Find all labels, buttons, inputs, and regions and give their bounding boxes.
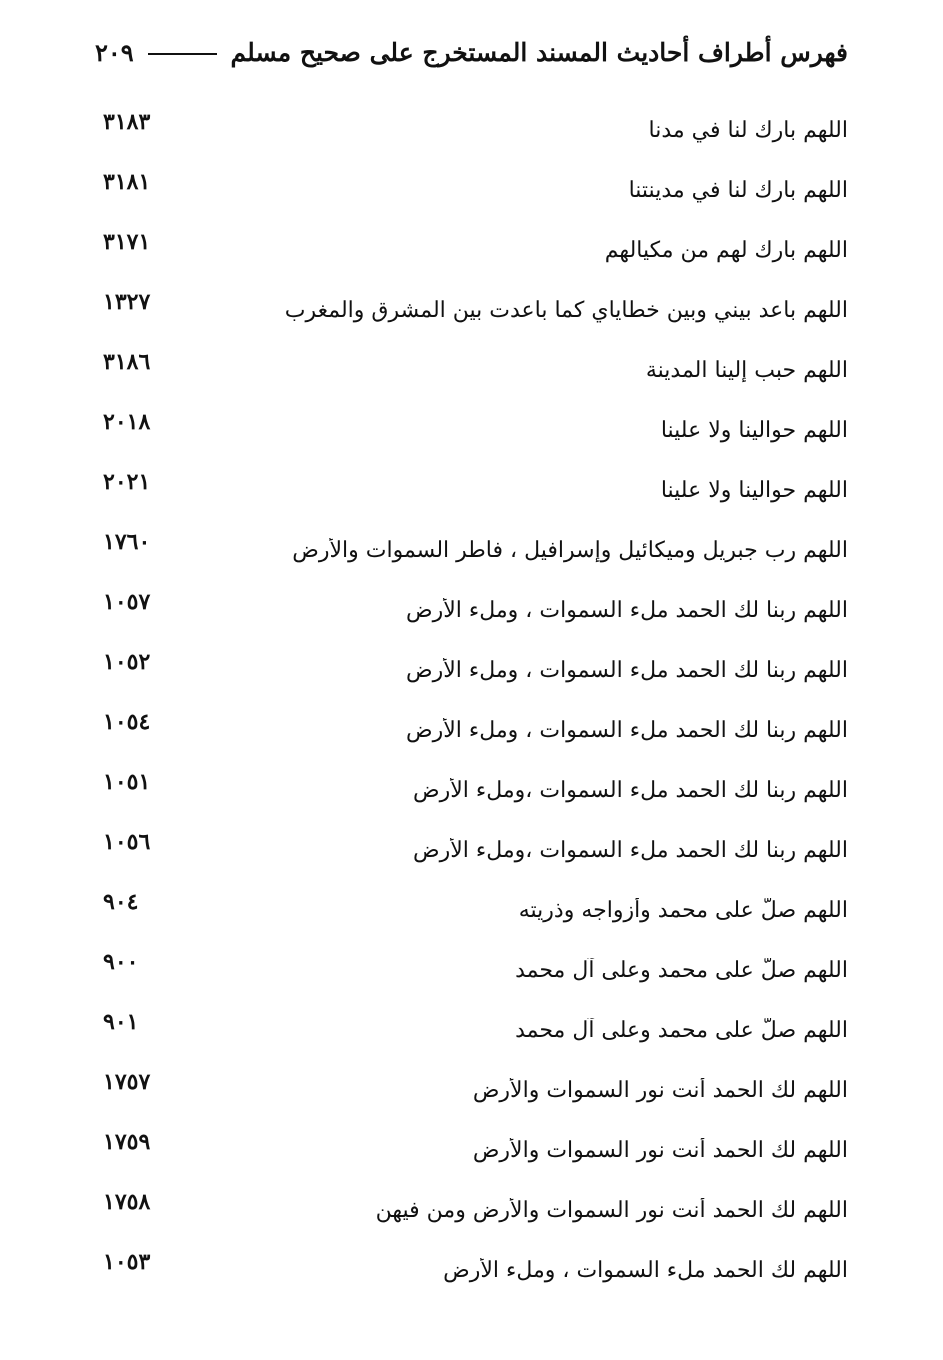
page-number: ٢٠٩ <box>95 37 134 67</box>
hadith-number: ١٠٥٦ <box>103 829 151 855</box>
hadith-opening: اللهم صلّ على محمد وأزواجه وذريته <box>518 897 848 923</box>
index-entry <box>95 458 848 518</box>
hadith-opening: اللهم ربنا لك الحمد ملء السموات ، وملء الأرض <box>406 597 848 623</box>
hadith-number: ٣١٨٣ <box>103 109 151 135</box>
index-entry <box>95 1118 848 1178</box>
hadith-number: ١٠٥٧ <box>103 589 151 615</box>
hadith-opening: اللهم حوالينا ولا علينا <box>660 477 848 503</box>
hadith-opening: اللهم لك الحمد أنت نور السموات والأرض ومن فيهن <box>375 1197 848 1223</box>
index-entry <box>95 638 848 698</box>
running-title: فهرس أطراف أحاديث المسند المستخرج على صحيح مسلم <box>230 37 848 67</box>
hadith-number: ١٠٥٤ <box>103 709 151 735</box>
hadith-opening: اللهم ربنا لك الحمد ملء السموات ،وملء الأرض <box>413 777 848 803</box>
hadith-opening: اللهم حبب إلينا المدينة <box>645 357 848 383</box>
index-entry <box>95 158 848 218</box>
hadith-opening: اللهم لك الحمد ملء السموات ، وملء الأرض <box>443 1257 848 1283</box>
index-entry <box>95 338 848 398</box>
index-entry <box>95 278 848 338</box>
hadith-number: ٩٠٤ <box>103 889 139 915</box>
hadith-number: ١٠٥١ <box>103 769 151 795</box>
index-entry <box>95 998 848 1058</box>
hadith-opening: اللهم حوالينا ولا علينا <box>660 417 848 443</box>
hadith-opening: اللهم صلّ على محمد وعلى آل محمد <box>515 957 848 983</box>
index-entry <box>95 1178 848 1238</box>
index-entry <box>95 878 848 938</box>
hadith-opening: اللهم باعد بيني وبين خطاياي كما باعدت بين المشرق والمغرب <box>284 297 848 323</box>
hadith-opening: اللهم بارك لنا في مدينتنا <box>628 177 848 203</box>
index-entry <box>95 1058 848 1118</box>
page-header <box>95 30 848 74</box>
hadith-number: ٩٠١ <box>103 1009 139 1035</box>
hadith-opening: اللهم ربنا لك الحمد ملء السموات ، وملء الأرض <box>406 657 848 683</box>
hadith-number: ١٠٥٣ <box>103 1249 151 1275</box>
hadith-number: ١٧٦٠ <box>103 529 151 555</box>
hadith-number: ١٧٥٩ <box>103 1129 151 1155</box>
index-list <box>95 98 848 1298</box>
hadith-opening: اللهم رب جبريل وميكائيل وإسرافيل ، فاطر السموات والأرض <box>292 537 848 563</box>
hadith-opening: اللهم ربنا لك الحمد ملء السموات ، وملء الأرض <box>406 717 848 743</box>
index-entry <box>95 758 848 818</box>
hadith-number: ٣١٨٦ <box>103 349 151 375</box>
hadith-number: ١٧٥٧ <box>103 1069 151 1095</box>
index-entry <box>95 938 848 998</box>
hadith-opening: اللهم لك الحمد أنت نور السموات والأرض <box>472 1077 848 1103</box>
hadith-opening: اللهم صلّ على محمد وعلى آل محمد <box>515 1017 848 1043</box>
index-entry <box>95 398 848 458</box>
index-entry <box>95 518 848 578</box>
hadith-number: ١٣٢٧ <box>103 289 151 315</box>
index-entry <box>95 578 848 638</box>
hadith-number: ١٠٥٢ <box>103 649 151 675</box>
hadith-number: ٢٠١٨ <box>103 409 151 435</box>
index-entry <box>95 1238 848 1298</box>
hadith-opening: اللهم بارك لنا في مدنا <box>648 117 848 143</box>
hadith-opening: اللهم ربنا لك الحمد ملء السموات ،وملء الأرض <box>413 837 848 863</box>
hadith-opening: اللهم بارك لهم من مكيالهم <box>604 237 848 263</box>
hadith-number: ١٧٥٨ <box>103 1189 151 1215</box>
hadith-number: ٢٠٢١ <box>103 469 151 495</box>
index-entry <box>95 818 848 878</box>
hadith-opening: اللهم لك الحمد أنت نور السموات والأرض <box>472 1137 848 1163</box>
hadith-number: ٣١٨١ <box>103 169 151 195</box>
header-rule <box>148 53 217 55</box>
hadith-number: ٣١٧١ <box>103 229 151 255</box>
hadith-number: ٩٠٠ <box>103 949 139 975</box>
index-entry <box>95 698 848 758</box>
index-entry <box>95 98 848 158</box>
index-entry <box>95 218 848 278</box>
